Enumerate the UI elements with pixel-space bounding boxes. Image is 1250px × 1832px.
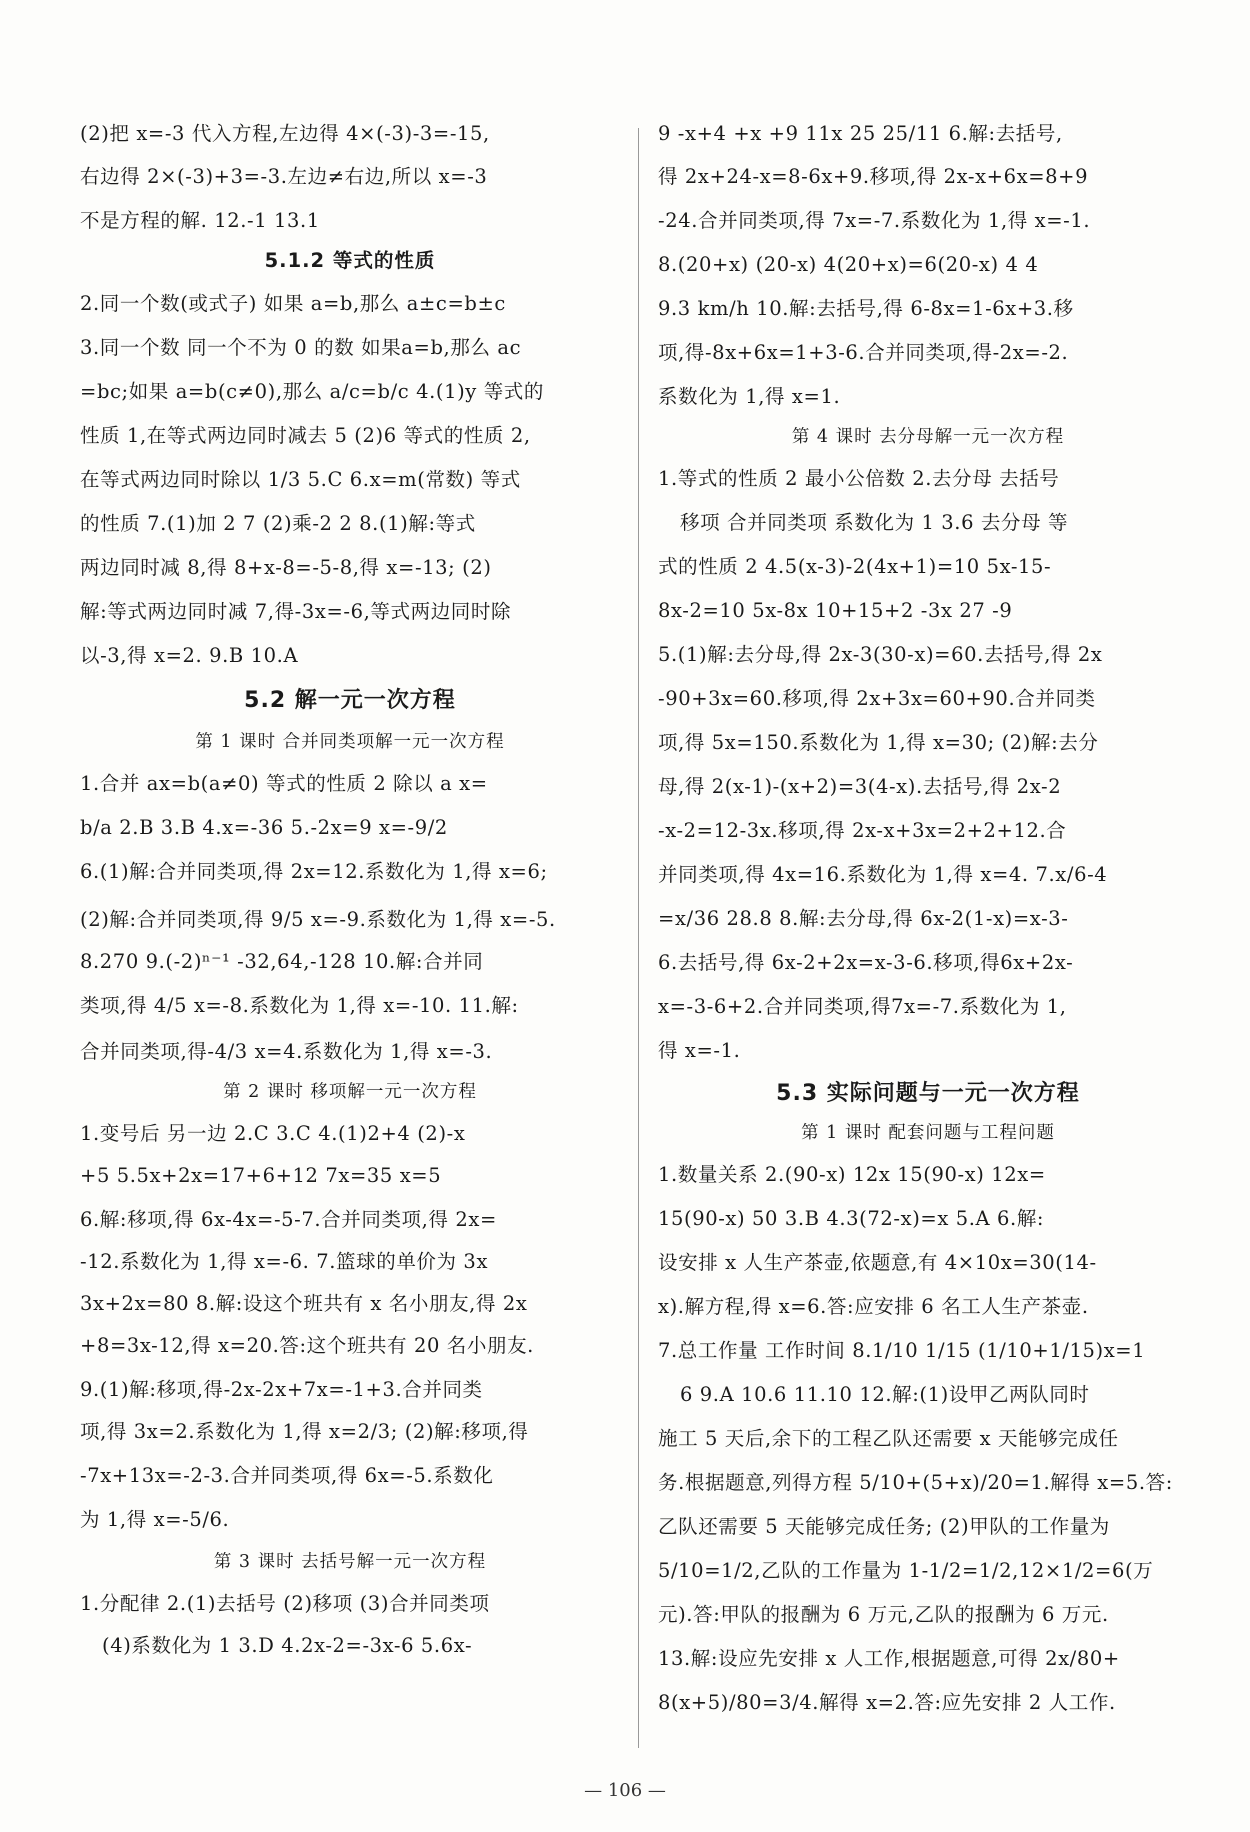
text-line: 项,得 3x=2.系数化为 1,得 x=2/3; (2)解:移项,得 <box>80 1420 529 1443</box>
section-heading: 5.2 解一元一次方程 <box>244 688 456 713</box>
subsection-heading: 第 3 课时 去括号解一元一次方程 <box>213 1552 487 1572</box>
subsection-heading: 5.1.2 等式的性质 <box>264 249 436 272</box>
text-line: 类项,得 4/5 x=-8.系数化为 1,得 x=-10. 11.解: <box>80 994 519 1017</box>
text-line: 13.解:设应先安排 x 人工作,根据题意,可得 2x/80+ <box>658 1647 1120 1670</box>
text-line: 式的性质 2 4.5(x-3)-2(4x+1)=10 5x-15- <box>658 555 1052 578</box>
text-line: 8x-2=10 5x-8x 10+15+2 -3x 27 -9 <box>658 599 1013 622</box>
subsection-heading: 第 2 课时 移项解一元一次方程 <box>223 1082 477 1102</box>
text-line: 设安排 x 人生产茶壶,依题意,有 4×10x=30(14- <box>658 1251 1097 1274</box>
text-line: -7x+13x=-2-3.合并同类项,得 6x=-5.系数化 <box>80 1464 494 1487</box>
text-line: (2)把 x=-3 代入方程,左边得 4×(-3)-3=-15, <box>80 122 490 145</box>
text-line: 项,得-8x+6x=1+3-6.合并同类项,得-2x=-2. <box>658 341 1069 364</box>
text-line: 3.同一个数 同一个不为 0 的数 如果a=b,那么 ac <box>80 336 522 359</box>
text-line: 9.(1)解:移项,得-2x-2x+7x=-1+3.合并同类 <box>80 1378 483 1401</box>
subsection-heading: 第 1 课时 合并同类项解一元一次方程 <box>195 732 505 752</box>
text-line: 不是方程的解. 12.-1 13.1 <box>80 209 320 232</box>
text-line: 6.(1)解:合并同类项,得 2x=12.系数化为 1,得 x=6; <box>80 860 548 883</box>
text-line: 1.合并 ax=b(a≠0) 等式的性质 2 除以 a x= <box>80 772 488 795</box>
text-line: 施工 5 天后,余下的工程乙队还需要 x 天能够完成任 <box>658 1427 1119 1450</box>
text-line: 得 x=-1. <box>658 1039 741 1062</box>
text-line: 5.(1)解:去分母,得 2x-3(30-x)=60.去括号,得 2x <box>658 643 1103 666</box>
text-line: 2.同一个数(或式子) 如果 a=b,那么 a±c=b±c <box>80 292 506 315</box>
text-line: 移项 合并同类项 系数化为 1 3.6 去分母 等 <box>680 511 1069 534</box>
text-line: x=-3-6+2.合并同类项,得7x=-7.系数化为 1, <box>658 995 1067 1018</box>
text-line: +5 5.5x+2x=17+6+12 7x=35 x=5 <box>80 1164 442 1187</box>
text-line: b/a 2.B 3.B 4.x=-36 5.-2x=9 x=-9/2 <box>80 816 448 839</box>
text-line: +8=3x-12,得 x=20.答:这个班共有 20 名小朋友. <box>80 1334 534 1357</box>
text-line: 6.解:移项,得 6x-4x=-5-7.合并同类项,得 2x= <box>80 1208 497 1231</box>
text-line: 1.等式的性质 2 最小公倍数 2.去分母 去括号 <box>658 467 1060 490</box>
text-line: 并同类项,得 4x=16.系数化为 1,得 x=4. 7.x/6-4 <box>658 863 1108 886</box>
subsection-heading: 第 1 课时 配套问题与工程问题 <box>801 1123 1055 1143</box>
text-line: 3x+2x=80 8.解:设这个班共有 x 名小朋友,得 2x <box>80 1292 528 1315</box>
text-line: (4)系数化为 1 3.D 4.2x-2=-3x-6 5.6x- <box>102 1634 473 1657</box>
text-line: 9.3 km/h 10.解:去括号,得 6-8x=1-6x+3.移 <box>658 297 1074 320</box>
text-line: 务.根据题意,列得方程 5/10+(5+x)/20=1.解得 x=5.答: <box>658 1471 1173 1494</box>
text-line: 7.总工作量 工作时间 8.1/10 1/15 (1/10+1/15)x=1 <box>658 1339 1146 1362</box>
text-line: 6 9.A 10.6 11.10 12.解:(1)设甲乙两队同时 <box>680 1383 1090 1406</box>
text-line: 性质 1,在等式两边同时减去 5 (2)6 等式的性质 2, <box>80 424 531 447</box>
subsection-heading: 第 4 课时 去分母解一元一次方程 <box>791 427 1065 447</box>
text-line: 8(x+5)/80=3/4.解得 x=2.答:应先安排 2 人工作. <box>658 1691 1116 1714</box>
text-line: 的性质 7.(1)加 2 7 (2)乘-2 2 8.(1)解:等式 <box>80 512 476 535</box>
section-heading: 5.3 实际问题与一元一次方程 <box>776 1081 1080 1106</box>
text-line: 系数化为 1,得 x=1. <box>658 385 841 408</box>
text-line: 6.去括号,得 6x-2+2x=x-3-6.移项,得6x+2x- <box>658 951 1074 974</box>
text-line: 1.分配律 2.(1)去括号 (2)移项 (3)合并同类项 <box>80 1592 490 1615</box>
text-line: 8.270 9.(-2)ⁿ⁻¹ -32,64,-128 10.解:合并同 <box>80 950 484 973</box>
text-line: 乙队还需要 5 天能够完成任务; (2)甲队的工作量为 <box>658 1515 1110 1538</box>
column-divider <box>638 128 639 1748</box>
text-line: 项,得 5x=150.系数化为 1,得 x=30; (2)解:去分 <box>658 731 1099 754</box>
text-line: 解:等式两边同时减 7,得-3x=-6,等式两边同时除 <box>80 600 512 623</box>
text-line: 1.变号后 另一边 2.C 3.C 4.(1)2+4 (2)-x <box>80 1122 466 1145</box>
text-line: 8.(20+x) (20-x) 4(20+x)=6(20-x) 4 4 <box>658 253 1039 276</box>
text-line: -90+3x=60.移项,得 2x+3x=60+90.合并同类 <box>658 687 1096 710</box>
text-line: -12.系数化为 1,得 x=-6. 7.篮球的单价为 3x <box>80 1250 489 1273</box>
text-line: =x/36 28.8 8.解:去分母,得 6x-2(1-x)=x-3- <box>658 907 1069 930</box>
text-line: 9 -x+4 +x +9 11x 25 25/11 6.解:去括号, <box>658 122 1063 145</box>
page-number: — 106 — <box>584 1780 666 1801</box>
text-line: -x-2=12-3x.移项,得 2x-x+3x=2+2+12.合 <box>658 819 1067 842</box>
text-line: x).解方程,得 x=6.答:应安排 6 名工人生产茶壶. <box>658 1295 1089 1318</box>
text-line: 5/10=1/2,乙队的工作量为 1-1/2=1/2,12×1/2=6(万 <box>658 1559 1154 1582</box>
text-line: 为 1,得 x=-5/6. <box>80 1508 230 1531</box>
text-line: 母,得 2(x-1)-(x+2)=3(4-x).去括号,得 2x-2 <box>658 775 1062 798</box>
text-line: 以-3,得 x=2. 9.B 10.A <box>80 644 299 667</box>
text-line: 在等式两边同时除以 1/3 5.C 6.x=m(常数) 等式 <box>80 468 521 491</box>
text-line: 1.数量关系 2.(90-x) 12x 15(90-x) 12x= <box>658 1163 1046 1186</box>
text-line: 合并同类项,得-4/3 x=4.系数化为 1,得 x=-3. <box>80 1040 493 1063</box>
text-line: 右边得 2×(-3)+3=-3.左边≠右边,所以 x=-3 <box>80 165 488 188</box>
text-line: (2)解:合并同类项,得 9/5 x=-9.系数化为 1,得 x=-5. <box>80 908 556 931</box>
text-line: 两边同时减 8,得 8+x-8=-5-8,得 x=-13; (2) <box>80 556 492 579</box>
text-line: 元).答:甲队的报酬为 6 万元,乙队的报酬为 6 万元. <box>658 1603 1109 1626</box>
text-line: -24.合并同类项,得 7x=-7.系数化为 1,得 x=-1. <box>658 209 1091 232</box>
text-line: =bc;如果 a=b(c≠0),那么 a/c=b/c 4.(1)y 等式的 <box>80 380 545 403</box>
text-line: 得 2x+24-x=8-6x+9.移项,得 2x-x+6x=8+9 <box>658 165 1089 188</box>
text-line: 15(90-x) 50 3.B 4.3(72-x)=x 5.A 6.解: <box>658 1207 1045 1230</box>
